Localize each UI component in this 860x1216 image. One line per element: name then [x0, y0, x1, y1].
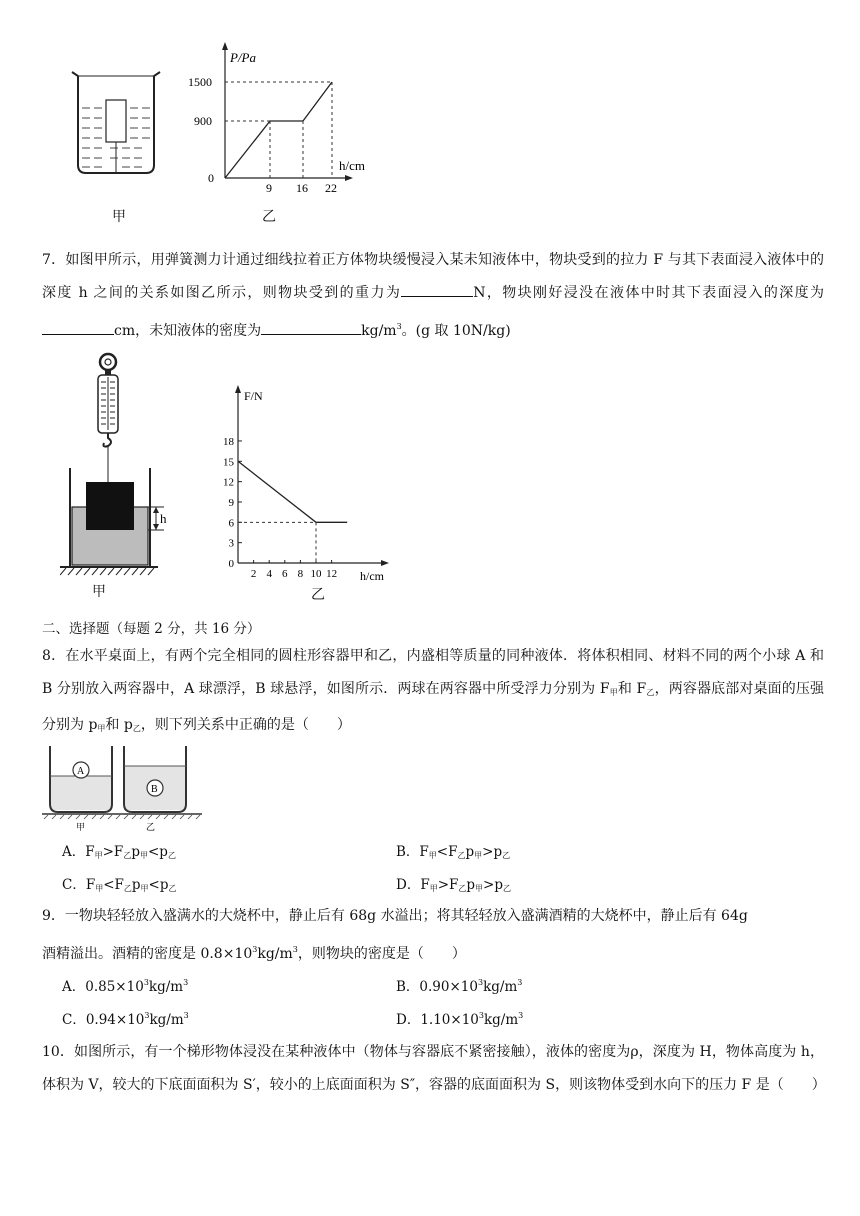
- option-b[interactable]: B．$0.90\times 10^3kg/m^3$: [396, 978, 523, 995]
- option-d[interactable]: D．$1.10\times 10^3kg/m^3$: [396, 1011, 524, 1028]
- answer-blank[interactable]: [261, 319, 361, 335]
- x-tick-label: 9: [266, 181, 272, 195]
- option-d[interactable]: D．$F_甲>F_乙p_甲>p_乙$: [396, 877, 512, 893]
- y-tick-label: 1500: [188, 75, 212, 89]
- answer-blank[interactable]: [42, 319, 114, 335]
- question-text: 如图甲所示，用弹簧测力计通过细线拉着正方体物块缓慢浸入某未知液体中，物块受到的拉力 F 与其下表面浸入液体中的深度 h 之间的关系如图乙所示，则物块受到的重力为: [42, 252, 824, 301]
- svg-text:乙: 乙: [146, 822, 156, 832]
- block: [106, 100, 126, 142]
- answer-blank[interactable]: [401, 281, 473, 297]
- question-8: 8．在水平桌面上，有两个完全相同的圆柱形容器甲和乙，内盛相等质量的同种液体．将体积相同、材料不同的两个小球 A 和 B 分别放入两容器中，A 球漂浮，B 球悬浮，如图所示．两球在两容器中所受浮力分别为 $F_甲$和 $F_乙$，两容器底部对桌面的压强分别为 $p_甲$和 $p_乙$，则下列关系中正确的是（ ）: [42, 648, 825, 733]
- y-tick-label: 12: [223, 476, 234, 489]
- y-tick-label: 3: [228, 537, 234, 550]
- figure-1: [60, 40, 390, 230]
- section-heading: 二、选择题（每题 2 分，共 16 分）: [42, 621, 261, 637]
- question-number: 7．: [42, 252, 66, 268]
- x-tick-label: 22: [325, 181, 337, 195]
- y-tick-label: 15: [223, 456, 234, 469]
- y-tick-label: 18: [223, 435, 234, 448]
- x-axis-label: h/cm: [339, 158, 365, 173]
- x-tick-label: 10: [310, 568, 322, 580]
- force-chart: [210, 380, 400, 590]
- svg-text:A: A: [77, 766, 85, 777]
- question-7: 7．如图甲所示，用弹簧测力计通过细线拉着正方体物块缓慢浸入某未知液体中，物块受到的拉力 F 与其下表面浸入液体中的深度 h 之间的关系如图乙所示，则物块受到的重力为 N，物块刚好浸没在液体中时其下表面浸入的深度为cm，未知液体的密度为 $kg/m^3$。(g 取 10N/kg): [42, 252, 824, 339]
- y-tick-label: 900: [194, 114, 212, 128]
- cube-block: [86, 482, 134, 530]
- spring-scale-diagram: [60, 350, 180, 580]
- figure-caption: 乙: [262, 209, 276, 225]
- pressure-chart: [188, 42, 365, 195]
- h-label: h: [160, 511, 167, 526]
- y-axis-label: F/N: [244, 389, 263, 403]
- option-a[interactable]: A．$0.85\times 10^3kg/m^3$: [62, 978, 189, 995]
- ground-hatching: [60, 568, 154, 575]
- option-b[interactable]: B．$F_甲<F_乙p_甲>p_乙$: [396, 844, 511, 860]
- x-tick-label: 16: [296, 181, 308, 195]
- beaker-diagram: [72, 72, 160, 173]
- option-c[interactable]: C．$0.94\times 10^3kg/m^3$: [62, 1011, 189, 1028]
- x-tick-label: 2: [250, 568, 257, 580]
- y-axis-label: P/Pa: [230, 50, 256, 65]
- option-c[interactable]: C．$F_甲<F_乙p_甲<p_乙$: [62, 877, 177, 893]
- figure-caption: 甲: [112, 209, 126, 225]
- svg-text:B: B: [151, 784, 158, 795]
- y-tick-label: 6: [228, 517, 234, 530]
- series-line: [238, 461, 347, 522]
- x-tick-label: 6: [282, 568, 288, 580]
- x-tick-label: 12: [326, 568, 338, 580]
- y-tick-label: 9: [228, 496, 234, 509]
- x-axis-label: h/cm: [360, 569, 384, 583]
- liquid-jia: [50, 776, 112, 810]
- y-tick-label: 0: [228, 558, 234, 570]
- x-tick-label: 4: [266, 568, 272, 580]
- option-a[interactable]: A．$F_甲>F_乙p_甲<p_乙$: [62, 844, 176, 860]
- question-10: 10．如图所示，有一个梯形物体浸没在某种液体中（物体与容器底不紧密接触），液体的密度为ρ，深度为 H，物体高度为 h，体积为 V，较大的下底面面积为 S′，较小的上底面面积为 S″，容器的底面面积为 S，则该物体受到水向下的压力 F 是（ ）: [42, 1044, 826, 1093]
- x-tick-label: 8: [297, 568, 304, 580]
- figure-caption: 甲: [92, 584, 106, 600]
- two-containers-figure: [42, 742, 212, 834]
- figure-caption: 乙: [311, 587, 325, 603]
- origin-label: 0: [208, 171, 214, 185]
- question-9: 9．一物块轻轻放入盛满水的大烧杯中，静止后有 68g 水溢出；将其轻轻放入盛满酒精的大烧杯中，静止后有 64g 酒精溢出。酒精的密度是 $0.8\times 10^3kg/m^3$，则物块的密度是（ ）: [42, 908, 748, 962]
- svg-text:甲: 甲: [76, 822, 86, 832]
